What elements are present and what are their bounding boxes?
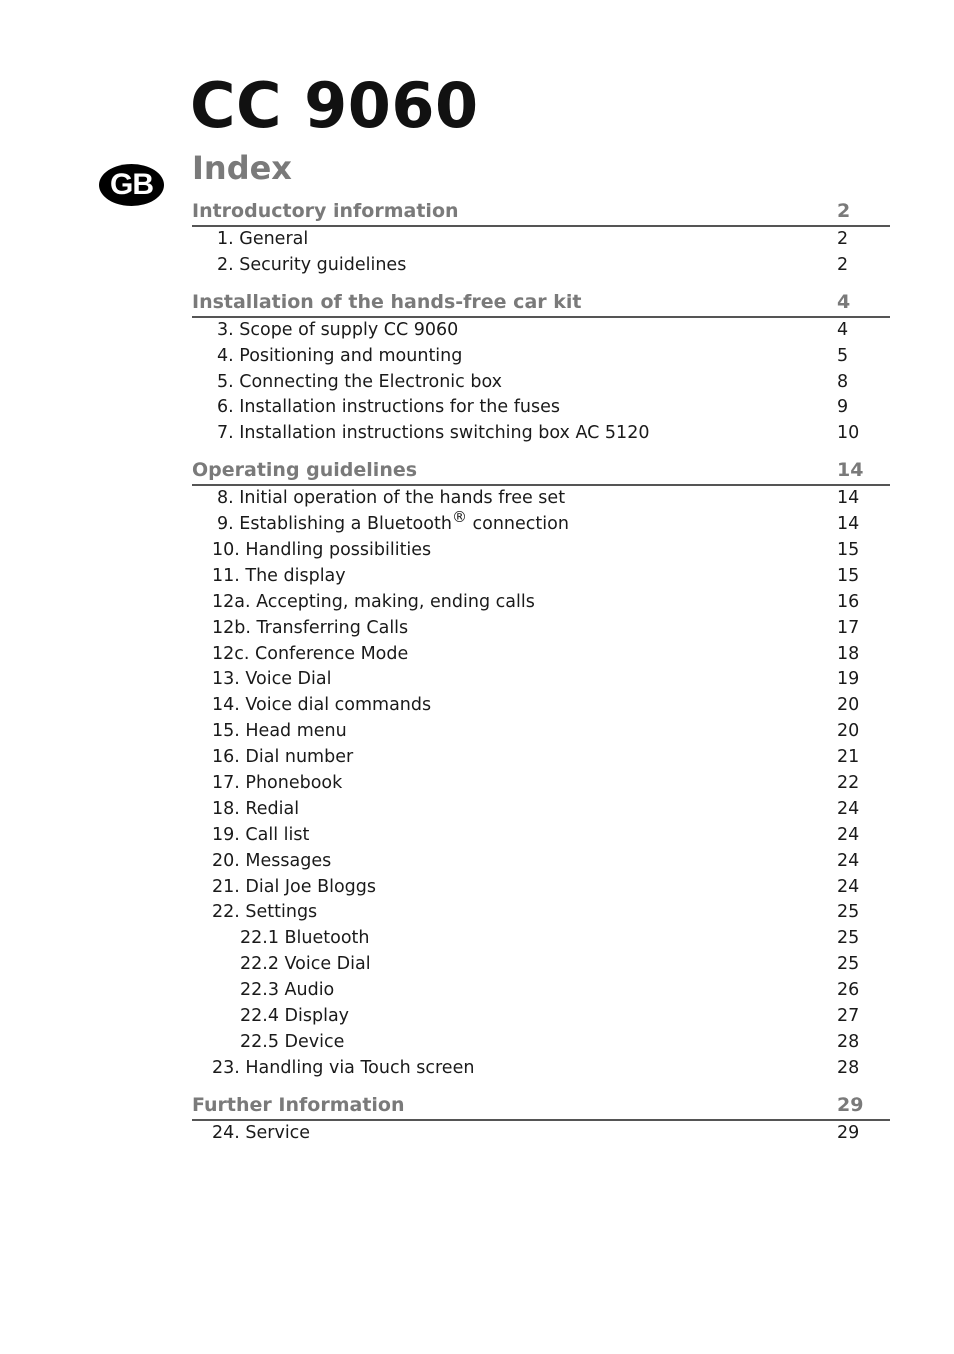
toc-entry-label: 20. Messages bbox=[212, 850, 332, 871]
toc-entry-page: 27 bbox=[837, 1006, 860, 1027]
toc-entry-label: 14. Voice dial commands bbox=[212, 695, 432, 716]
toc-entry-label: 13. Voice Dial bbox=[212, 669, 332, 690]
toc-section-operating bbox=[192, 457, 890, 1081]
toc-entry-page: 2 bbox=[837, 254, 849, 275]
toc-entry[interactable] bbox=[192, 875, 890, 901]
toc-entry[interactable] bbox=[192, 486, 890, 512]
toc-entry-page: 24 bbox=[837, 850, 860, 871]
registered-mark: ® bbox=[451, 508, 467, 527]
section-title: Installation of the hands-free car kit bbox=[192, 290, 582, 313]
section-page-number: 29 bbox=[837, 1093, 864, 1116]
toc-entry-label: 10. Handling possibilities bbox=[212, 540, 432, 561]
toc-entry-page: 26 bbox=[837, 980, 860, 1001]
toc-entry-label: 24. Service bbox=[212, 1122, 311, 1143]
toc-entry-page: 24 bbox=[837, 798, 860, 819]
toc-entry-page: 24 bbox=[837, 824, 860, 845]
toc-entry-label: 22.4 Display bbox=[240, 1006, 350, 1027]
toc-entry-page: 21 bbox=[837, 747, 860, 768]
toc-subentry[interactable] bbox=[192, 978, 890, 1004]
toc-entry[interactable] bbox=[192, 370, 890, 396]
toc-entry[interactable] bbox=[192, 849, 890, 875]
toc-entry[interactable] bbox=[192, 771, 890, 797]
section-heading[interactable] bbox=[192, 198, 890, 227]
toc-entry[interactable] bbox=[192, 719, 890, 745]
toc-entry-page: 19 bbox=[837, 669, 860, 690]
toc-entry-page: 20 bbox=[837, 695, 860, 716]
toc-entry[interactable] bbox=[192, 693, 890, 719]
toc-entry-label: 21. Dial Joe Bloggs bbox=[212, 876, 376, 897]
toc-entry[interactable] bbox=[192, 745, 890, 771]
toc-subentry[interactable] bbox=[192, 926, 890, 952]
toc-entry-page: 4 bbox=[837, 319, 849, 340]
toc-entry-page: 16 bbox=[837, 591, 860, 612]
toc-entry-label: 11. The display bbox=[212, 565, 346, 586]
section-title: Introductory information bbox=[192, 200, 459, 222]
toc-entry-label-suffix: connection bbox=[466, 514, 569, 535]
section-page-number: 14 bbox=[837, 459, 864, 482]
toc-entry-page: 17 bbox=[837, 617, 860, 638]
toc-entry-page: 10 bbox=[837, 423, 860, 444]
toc-entry-label: 12a. Accepting, making, ending calls bbox=[212, 591, 535, 612]
toc-subentry[interactable] bbox=[192, 952, 890, 978]
toc-entry-page: 14 bbox=[837, 514, 860, 535]
toc-section-further bbox=[192, 1092, 890, 1147]
toc-entry-page: 29 bbox=[837, 1122, 860, 1143]
toc-entry-label: 9. Establishing a Bluetooth bbox=[217, 514, 452, 535]
toc-entry-label: 18. Redial bbox=[212, 798, 300, 819]
toc-entry-page: 5 bbox=[837, 345, 849, 366]
toc-entry-page: 28 bbox=[837, 1057, 860, 1078]
toc-entry[interactable] bbox=[192, 421, 890, 447]
section-page-number: 4 bbox=[837, 290, 851, 313]
toc-entry-page: 20 bbox=[837, 721, 860, 742]
toc-entry-page: 15 bbox=[837, 540, 860, 561]
toc-entry-page: 2 bbox=[837, 229, 849, 249]
toc-entry-page: 25 bbox=[837, 928, 860, 949]
toc-entry[interactable] bbox=[192, 538, 890, 564]
toc-entry[interactable] bbox=[192, 395, 890, 421]
toc-entry[interactable] bbox=[192, 344, 890, 370]
toc-entry-label: 4. Positioning and mounting bbox=[217, 345, 463, 366]
toc-entry[interactable] bbox=[192, 823, 890, 849]
toc-entry[interactable] bbox=[192, 642, 890, 668]
toc-entry-label: 6. Installation instructions for the fuses bbox=[217, 397, 560, 418]
toc-entry-label: 12b. Transferring Calls bbox=[212, 617, 409, 638]
country-badge: GB bbox=[99, 164, 164, 206]
toc-entry[interactable] bbox=[192, 1056, 890, 1082]
toc-entry-page: 22 bbox=[837, 773, 860, 794]
section-title: Operating guidelines bbox=[192, 459, 418, 482]
toc-entry-page: 28 bbox=[837, 1031, 860, 1052]
toc-entry-page: 24 bbox=[837, 876, 860, 897]
toc-subentry[interactable] bbox=[192, 1004, 890, 1030]
toc-entry-label: 5. Connecting the Electronic box bbox=[217, 371, 502, 392]
toc-entry-label: 8. Initial operation of the hands free set bbox=[217, 488, 566, 509]
toc-entry-label: 22.2 Voice Dial bbox=[240, 954, 371, 975]
toc-entry-label: 22. Settings bbox=[212, 902, 318, 923]
toc-entry-label-bluetooth bbox=[217, 508, 569, 538]
toc-entry-label: 22.1 Bluetooth bbox=[240, 928, 370, 949]
toc-entry[interactable] bbox=[192, 616, 890, 642]
toc-entry[interactable] bbox=[192, 1121, 890, 1147]
toc-entry[interactable] bbox=[192, 318, 890, 344]
toc-entry-page: 25 bbox=[837, 954, 860, 975]
toc-section-introductory bbox=[192, 198, 890, 279]
toc-entry-label: 3. Scope of supply CC 9060 bbox=[217, 319, 459, 340]
toc-entry[interactable] bbox=[192, 253, 890, 279]
table-of-contents bbox=[192, 198, 890, 1157]
toc-entry-label: 1. General bbox=[217, 229, 309, 249]
toc-entry-page: 9 bbox=[837, 397, 849, 418]
toc-entry-label: 23. Handling via Touch screen bbox=[212, 1057, 475, 1078]
toc-entry-label: 7. Installation instructions switching box AC 5120 bbox=[217, 423, 650, 444]
toc-entry[interactable] bbox=[192, 900, 890, 926]
toc-entry[interactable] bbox=[192, 227, 890, 253]
toc-entry-page: 14 bbox=[837, 488, 860, 509]
toc-entry[interactable] bbox=[192, 797, 890, 823]
toc-subentry[interactable] bbox=[192, 1030, 890, 1056]
toc-entry-label: 22.3 Audio bbox=[240, 980, 335, 1001]
toc-entry-page: 8 bbox=[837, 371, 849, 392]
toc-entry-label: 22.5 Device bbox=[240, 1031, 345, 1052]
toc-entry-page: 25 bbox=[837, 902, 860, 923]
document-title: CC 9060 bbox=[190, 69, 479, 142]
section-title: Further Information bbox=[192, 1093, 405, 1116]
toc-entry-label: 17. Phonebook bbox=[212, 773, 343, 794]
toc-entry-page: 15 bbox=[837, 565, 860, 586]
toc-entry[interactable] bbox=[192, 590, 890, 616]
toc-entry-label: 16. Dial number bbox=[212, 747, 354, 768]
toc-entry-page: 18 bbox=[837, 643, 860, 664]
toc-section-installation bbox=[192, 289, 890, 447]
toc-entry[interactable] bbox=[192, 667, 890, 693]
toc-entry[interactable] bbox=[192, 508, 890, 538]
toc-entry-label: 15. Head menu bbox=[212, 721, 347, 742]
section-heading[interactable] bbox=[192, 1092, 890, 1121]
section-heading[interactable] bbox=[192, 457, 890, 486]
toc-entry-label: 12c. Conference Mode bbox=[212, 643, 409, 664]
section-heading[interactable] bbox=[192, 289, 890, 318]
index-heading: Index bbox=[192, 149, 292, 187]
toc-entry-label: 2. Security guidelines bbox=[217, 254, 407, 275]
toc-entry-label: 19. Call list bbox=[212, 824, 310, 845]
section-page-number: 2 bbox=[837, 200, 851, 222]
toc-entry[interactable] bbox=[192, 564, 890, 590]
